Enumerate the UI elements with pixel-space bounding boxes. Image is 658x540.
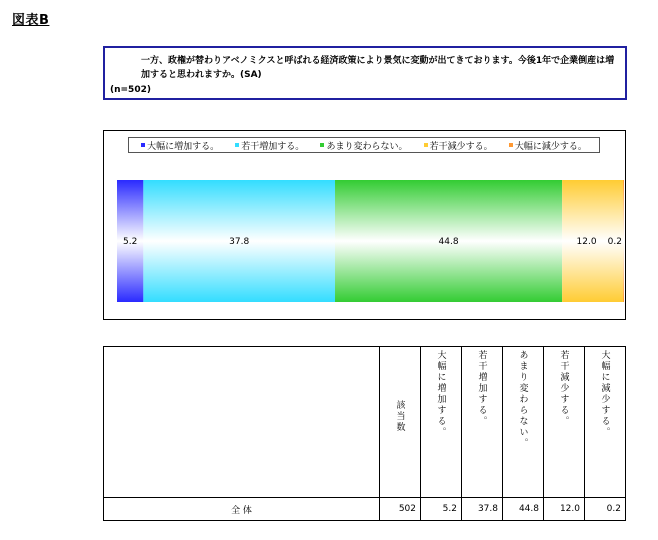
- data-label: 0.2: [607, 237, 622, 247]
- header-label: 若干増加する。: [476, 350, 487, 427]
- bar-segment: [623, 180, 624, 302]
- row-label: 全 体: [104, 498, 380, 521]
- stacked-bar-chart: [104, 131, 625, 319]
- cell-value: 502: [380, 498, 421, 521]
- table-row: [104, 498, 626, 521]
- cell-value: 5.2: [421, 498, 462, 521]
- question-text: 一方、政権が替わりアベノミクスと呼ばれる経済政策により景気に変動が出てきております。今後1年で企業倒産は増加すると思われますか。(SA): [141, 56, 615, 80]
- header-label: 大幅に減少する。: [599, 350, 610, 438]
- data-table: [103, 346, 626, 521]
- chart-frame: [103, 130, 626, 320]
- header-label: 該当数: [394, 400, 405, 433]
- table-header-col: [544, 347, 585, 498]
- cell-value: 37.8: [462, 498, 503, 521]
- sample-size-label: (n=502): [110, 85, 151, 95]
- table-header-row: [104, 347, 626, 498]
- cell-value: 12.0: [544, 498, 585, 521]
- table-header-col: [462, 347, 503, 498]
- cell-value: 0.2: [585, 498, 626, 521]
- data-label: 44.8: [438, 237, 459, 247]
- legend-label: 若干増加する。: [241, 141, 305, 152]
- cell-value: 44.8: [503, 498, 544, 521]
- legend-label: 若干減少する。: [429, 141, 493, 152]
- legend-label: あまり変わらない。: [326, 141, 408, 152]
- table-corner-cell: [104, 347, 380, 498]
- data-label: 37.8: [229, 237, 250, 247]
- question-box: [103, 46, 627, 100]
- legend-label: 大幅に増加する。: [147, 141, 220, 152]
- table-header-col: [503, 347, 544, 498]
- table-header-col: [421, 347, 462, 498]
- data-label: 12.0: [576, 237, 597, 247]
- figure-title: 図表B: [12, 13, 50, 28]
- header-label: あまり変わらない。: [517, 350, 528, 449]
- data-label: 5.2: [123, 237, 138, 247]
- table-header-col: [585, 347, 626, 498]
- legend-label: 大幅に減少する。: [514, 141, 587, 152]
- header-label: 若干減少する。: [558, 350, 569, 427]
- table-header-count: [380, 347, 421, 498]
- header-label: 大幅に増加する。: [435, 350, 446, 438]
